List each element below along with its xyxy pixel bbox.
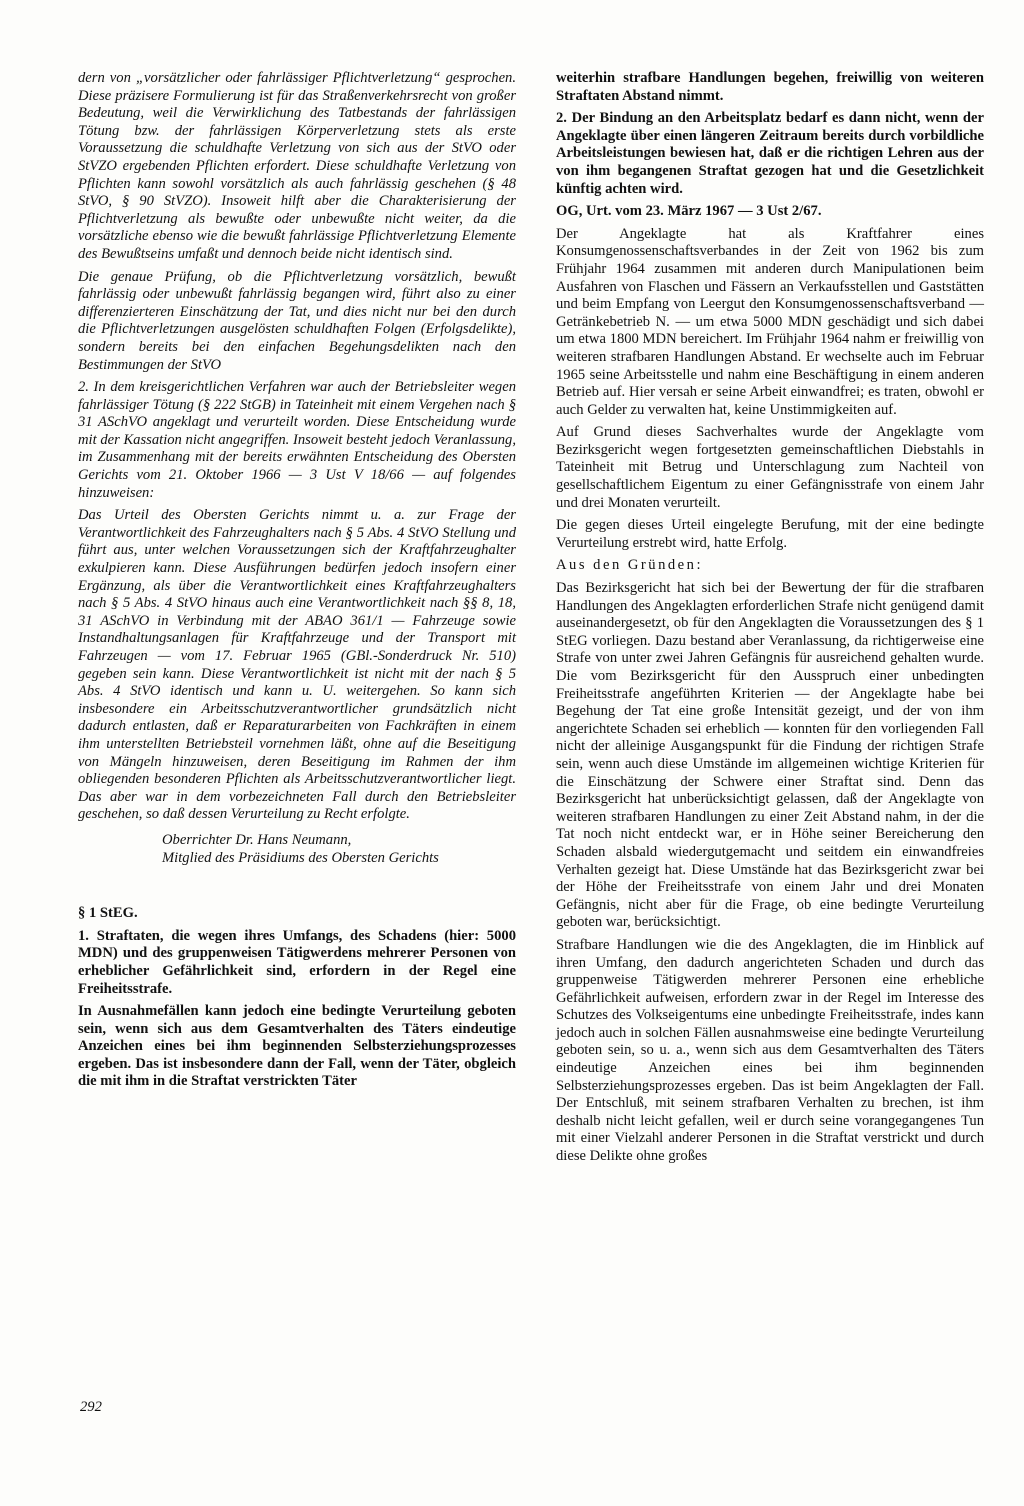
headnote: In Ausnahmefällen kann jedoch eine bedingte Verurteilung geboten sein, wenn sich aus dem Gesamtverhalten des Täters eindeutige Anzeichen eines bei ihm beginnenden Selbsterziehungsprozesses ergeben. Das ist insbesondere dann der Fall, wenn der Täter, obgleich die mit ihm in die Straftat verstrickten Täter: [78, 1003, 516, 1090]
paragraph: Der Angeklagte hat als Kraftfahrer eines Konsumgenossenschaftsverbandes in der Zeit von 1962 bis zum Frühjahr 1964 zusammen mit anderen durch Manipulationen beim Ausfahren von Flaschen und Fässern an Verkaufsstellen und Gaststätten und beim Empfang von Leergut den Konsumgenossenschaftsverband — Getränkebetrieb N. — um etwa 5000 MDN geschädigt und sich dabei um etwa 1800 MDN bereichert. Im Frühjahr 1964 nahm er freiwillig von weiteren strafbaren Handlungen Abstand. Er wechselte auch im Februar 1965 seine Arbeitsstelle und nahm eine Beschäftigung in einem anderen Betrieb auf. Hier versah er seine Arbeit einwandfrei; es traten, obwohl er auch Gelder zu verwalten hat, keine Unstimmigkeiten auf.: [556, 225, 984, 418]
author-title: Mitglied des Präsidiums des Obersten Gerichts: [162, 849, 439, 866]
paragraph: Strafbare Handlungen wie die des Angeklagten, die im Hinblick auf ihren Umfang, den dadurch angerichteten Schaden und durch das gruppenweise Tätigwerden mehrerer Personen eine erhebliche Gefährlichkeit aufweisen, erfordern zwar in der Regel im Interesse des Schutzes des Volkseigentums eine unbedingte Freiheitsstrafe, indes kann jedoch auch in solchen Fällen ausnahmsweise eine bedingte Verurteilung geboten sein, so u. a., wenn sich aus dem Gesamtverhalten des Täters eindeutige Anzeichen eines bei ihm beginnenden Selbsterziehungsprozesses ergeben. Das ist beim Angeklagten der Fall. Der Entschluß, mit seinem strafbaren Verhalten zu brechen, ist ihm deshalb nicht leicht gefallen, weil er durch seine vorangegangenes Tun mit einer Vielzahl anderer Personen in die Straftat verstrickt und durch diese Delikte ohne großes: [556, 936, 984, 1165]
headnote: weiterhin strafbare Handlungen begehen, freiwillig von weiteren Straftaten Abstand nimmt.: [556, 70, 984, 104]
paragraph: Das Urteil des Obersten Gerichts nimmt u. a. zur Frage der Verantwortlichkeit des Fahrzeughalters nach § 5 Abs. 4 StVO Stellung und führt aus, unter welchen Voraussetzungen sich der Kraftfahrzeughalter exkulpieren kann. Diese Ausführungen bedürfen jedoch insofern einer Ergänzung, als über die Verantwortlichkeit eines Kraftfahrzeughalters nach § 5 Abs. 4 StVO hinaus auch eine Verantwortlichkeit nach §§ 8, 18, 31 ASchVO in Verbindung mit der ABAO 361/1 — Fahrzeuge sowie Instandhaltungsanlagen für Kraftfahrzeuge und der Transport mit Fahrzeugen — vom 17. Februar 1965 (GBl.-Sonderdruck Nr. 510) gegeben sein kann. Diese Verantwortlichkeit ist nicht mit der nach § 5 Abs. 4 StVO identisch und kann u. U. weitergehen. So kann sich insbesondere ein Arbeitsschutzverantwortlicher grundsätzlich nicht dadurch entlasten, daß er Reparaturarbeiten von Fachkräften in einem ihm unterstellten Betriebsteil vornehmen läßt, ohne auf die Beseitigung von Mängeln hinzuweisen, deren Beseitigung im Rahmen der ihm obliegenden besonderen Pflichten als Arbeitsschutzverantwortlicher liegt. Das aber war in dem vorbezeichneten Fall durch den Betriebsleiter geschehen, so daß dessen Verurteilung zu Recht erfolgte.: [78, 507, 516, 823]
paragraph: Das Bezirksgericht hat sich bei der Bewertung der für die strafbaren Handlungen des Angeklagten erforderlichen Strafe nicht genügend damit auseinandergesetzt, ob für den Angeklagten die Voraussetzungen des § 1 StEG vorliegen. Dazu bestand aber Veranlassung, da richtigerweise eine Strafe von unter zwei Jahren Gefängnis für ausreichend gehalten wurde. Die vom Bezirksgericht für den Ausspruch einer unbedingten Freiheitsstrafe angeführten Kriterien — der Angeklagte habe bei Begehung der Tat eine große Intensität gezeigt, und der von ihm angerichtete Schaden sei erheblich — konnten für den vorliegenden Fall nicht der alleinige Ausgangspunkt für die Findung der richtigen Strafe sein, wenn auch diese Umstände im allgemeinen wichtige Kriterien für die Einschätzung der Schwere einer Straftat sind. Denn das Bezirksgericht hat unberücksichtigt gelassen, daß der Angeklagte von weiteren strafbaren Handlungen zu einer Zeit Abstand nahm, in der die Tat noch nicht entdeckt war, er in Höhe seiner Bereicherung den Schaden alsbald wiedergutgemacht und seitdem ein einwandfreies Verhalten gezeigt hat. Diese Umstände hat das Bezirksgericht zwar bei der Höhe der Freiheitsstrafe von einem Jahr und drei Monaten Gefängnis, nicht aber für die Frage, ob eine bedingte Verurteilung geboten war, berücksichtigt.: [556, 580, 984, 931]
paragraph: Die genaue Prüfung, ob die Pflichtverletzung vorsätzlich, bewußt fahrlässig oder unbewußt fahrlässig begangen wird, führt also zu einer differenzierteren Einschätzung der Tat, und dies nicht nur bei den durch die Pflichtverletzungen ausgelösten schuldhaften Folgen (Erfolgsdelikte), sondern bereits bei den einfachen Begehungsdelikten nach den Bestimmungen der StVO: [78, 268, 516, 373]
right-column: [556, 70, 984, 1171]
section-heading: § 1 StEG.: [78, 905, 138, 922]
left-column: [78, 70, 516, 1096]
headnote: 1. Straftaten, die wegen ihres Umfangs, des Schadens (hier: 5000 MDN) und des gruppenweisen Tätigwerdens mehrerer Personen von erheblicher Gefährlichkeit sind, erfordern in der Regel eine Freiheitsstrafe.: [78, 927, 516, 997]
grounds-heading: Aus den Gründen:: [556, 557, 704, 574]
paragraph: 2. In dem kreisgerichtlichen Verfahren war auch der Betriebsleiter wegen fahrlässiger Tötung (§ 222 StGB) in Tateinheit mit einem Vergehen nach § 31 ASchVO angeklagt und verurteilt worden. Diese Entscheidung wurde mit der Kassation nicht angegriffen. Insoweit besteht jedoch Veranlassung, im Zusammenhang mit der bereits erwähnten Entscheidung des Obersten Gerichts vom 21. Oktober 1966 — 3 Ust V 18/66 — auf folgendes hinzuweisen:: [78, 379, 516, 501]
paragraph: dern von „vorsätzlicher oder fahrlässiger Pflichtverletzung“ gesprochen. Diese präzisere Formulierung ist für das Straßenverkehrsrecht von großer Bedeutung, weil die Verwirklichung des Tatbestands der fahrlässigen Tötung bzw. der fahrlässigen Körperverletzung stets als erste Voraussetzung die schuldhafte Verletzung von sich aus der StVO oder StVZO ergebenden Pflichten erfordert. Diese schuldhafte Verletzung von Pflichten kann sowohl vorsätzlich als auch fahrlässig geschehen (§ 48 StVO, § 90 StVZO). Insoweit hilft aber die Charakterisierung der Pflichtverletzung als bewußte oder unbewußte nicht weiter, da die vorsätzliche ebenso wie die bewußt fahrlässige Pflichtverletzung Elemente des Bewußtseins umfaßt und dennoch beide nicht identisch sind.: [78, 70, 516, 262]
author-signature: [78, 832, 516, 867]
paragraph: Die gegen dieses Urteil eingelegte Berufung, mit der eine bedingte Verurteilung erstrebt wird, hatte Erfolg.: [556, 517, 984, 551]
headnote: 2. Der Bindung an den Arbeitsplatz bedarf es dann nicht, wenn der Angeklagte über einen längeren Zeitraum bereits durch vorbildliche Arbeitsleistungen bewiesen hat, daß er die richtigen Lehren aus der von ihm begangenen Straftat gezogen hat und die Gesetzlichkeit künftig achten wird.: [556, 110, 984, 197]
paragraph: Auf Grund dieses Sachverhaltes wurde der Angeklagte vom Bezirksgericht wegen fortgesetzten gemeinschaftlichen Diebstahls in Tateinheit mit Betrug und Unterschlagung zum Nachteil von gesellschaftlichem Eigentum zu einer Gefängnisstrafe von einem Jahr und drei Monaten verurteilt.: [556, 424, 984, 511]
case-citation: OG, Urt. vom 23. März 1967 — 3 Ust 2/67.: [556, 203, 822, 220]
author-name: Oberrichter Dr. Hans Neumann,: [162, 831, 352, 848]
page-number: 292: [80, 1399, 102, 1415]
section-spacer: [78, 867, 516, 905]
